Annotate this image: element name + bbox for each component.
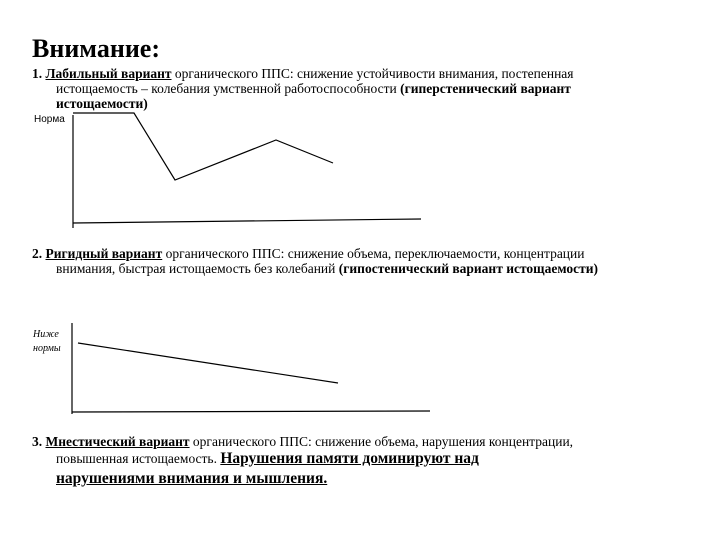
section-1-number: 1.: [32, 66, 43, 81]
section-3-number: 3.: [32, 434, 43, 449]
section-2-text: органического ППС: снижение объема, переключаемости, концентрации: [162, 246, 585, 261]
section-3-variant: Мнестический вариант: [45, 434, 190, 449]
section-1-variant: Лабильный вариант: [45, 66, 172, 81]
chart-1-norm-label: Норма: [34, 114, 65, 125]
section-3-big-2: Нарушения памяти доминируют над: [220, 450, 479, 467]
section-1-line-3: истощаемости): [56, 96, 148, 111]
chart-2-curve: [78, 343, 338, 383]
chart-1-curve: [73, 113, 333, 180]
section-3-text: органического ППС: снижение объема, нарушения концентрации,: [189, 434, 574, 449]
chart-1-x-axis: [73, 219, 421, 223]
section-1-text: органического ППС: снижение устойчивости внимания, постепенная: [171, 66, 574, 81]
chart-2-label-2: нормы: [33, 343, 61, 354]
chart-2-x-axis: [72, 411, 430, 412]
section-2-number: 2.: [32, 246, 43, 261]
section-3-text-2: повышенная истощаемость.: [56, 451, 221, 466]
section-1-bold-2: (гиперстенический вариант: [400, 81, 571, 96]
section-1-text-2: истощаемость – колебания умственной работоспособности: [56, 81, 401, 96]
section-2-text-2: внимания, быстрая истощаемость без колебаний: [56, 261, 339, 276]
section-2-variant: Ригидный вариант: [45, 246, 163, 261]
section-3-line-3: нарушениями внимания и мышления.: [56, 470, 328, 487]
section-2-bold-2: (гипостенический вариант истощаемости): [338, 261, 598, 276]
page-title: Внимание:: [32, 34, 160, 63]
chart-2-label-1: Ниже: [33, 329, 59, 340]
